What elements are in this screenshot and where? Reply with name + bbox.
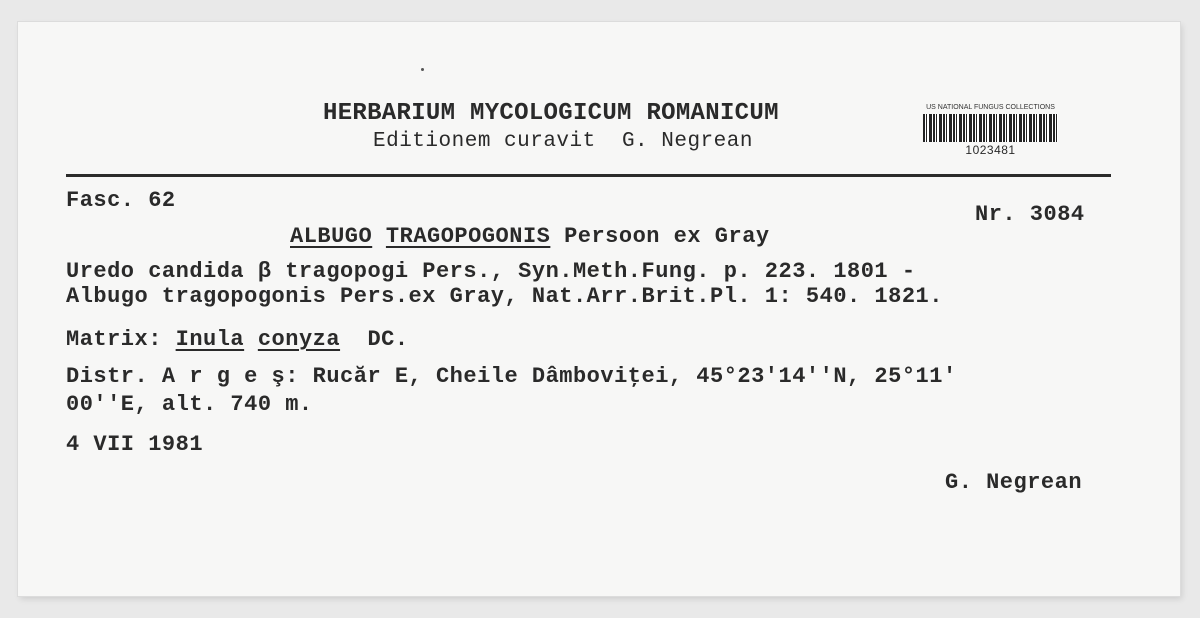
synonymy-line-1: Uredo candida β tragopogi Pers., Syn.Meth.Fung. p. 223. 1801 - — [66, 259, 916, 284]
synonymy-line-2: Albugo tragopogonis Pers.ex Gray, Nat.Arr.Brit.Pl. 1: 540. 1821. — [66, 284, 943, 309]
matrix-genus: Inula — [175, 327, 245, 352]
barcode — [923, 104, 1058, 157]
herbarium-label — [18, 22, 1180, 596]
fascicle: Fasc. 62 — [66, 188, 176, 213]
barcode-bars — [923, 114, 1058, 142]
exsiccata-number: Nr. 3084 — [975, 202, 1085, 227]
header-subtitle: Editionem curavit G. Negrean — [373, 130, 753, 153]
speck — [421, 68, 424, 71]
collection-date: 4 VII 1981 — [66, 432, 204, 457]
barcode-caption: US NATIONAL FUNGUS COLLECTIONS — [926, 104, 1055, 111]
taxon-species: TRAGOPOGONIS — [385, 224, 551, 249]
header-title: HERBARIUM MYCOLOGICUM ROMANICUM — [323, 100, 779, 127]
distribution-line-2: 00''E, alt. 740 m. — [66, 392, 313, 417]
barcode-number: 1023481 — [965, 143, 1016, 157]
matrix — [66, 327, 409, 352]
matrix-label: Matrix: — [66, 327, 162, 352]
collector: G. Negrean — [945, 470, 1083, 495]
distribution-line-1: Distr. A r g e ş: Rucăr E, Cheile Dâmboviţei, 45°23'14''N, 25°11' — [66, 364, 957, 389]
taxon-genus: ALBUGO — [290, 224, 373, 249]
matrix-author: DC. — [367, 327, 409, 352]
matrix-species: conyza — [257, 327, 341, 352]
taxon-author: Persoon ex Gray — [564, 224, 770, 249]
taxon-name — [290, 224, 770, 249]
header-rule — [66, 174, 1111, 177]
